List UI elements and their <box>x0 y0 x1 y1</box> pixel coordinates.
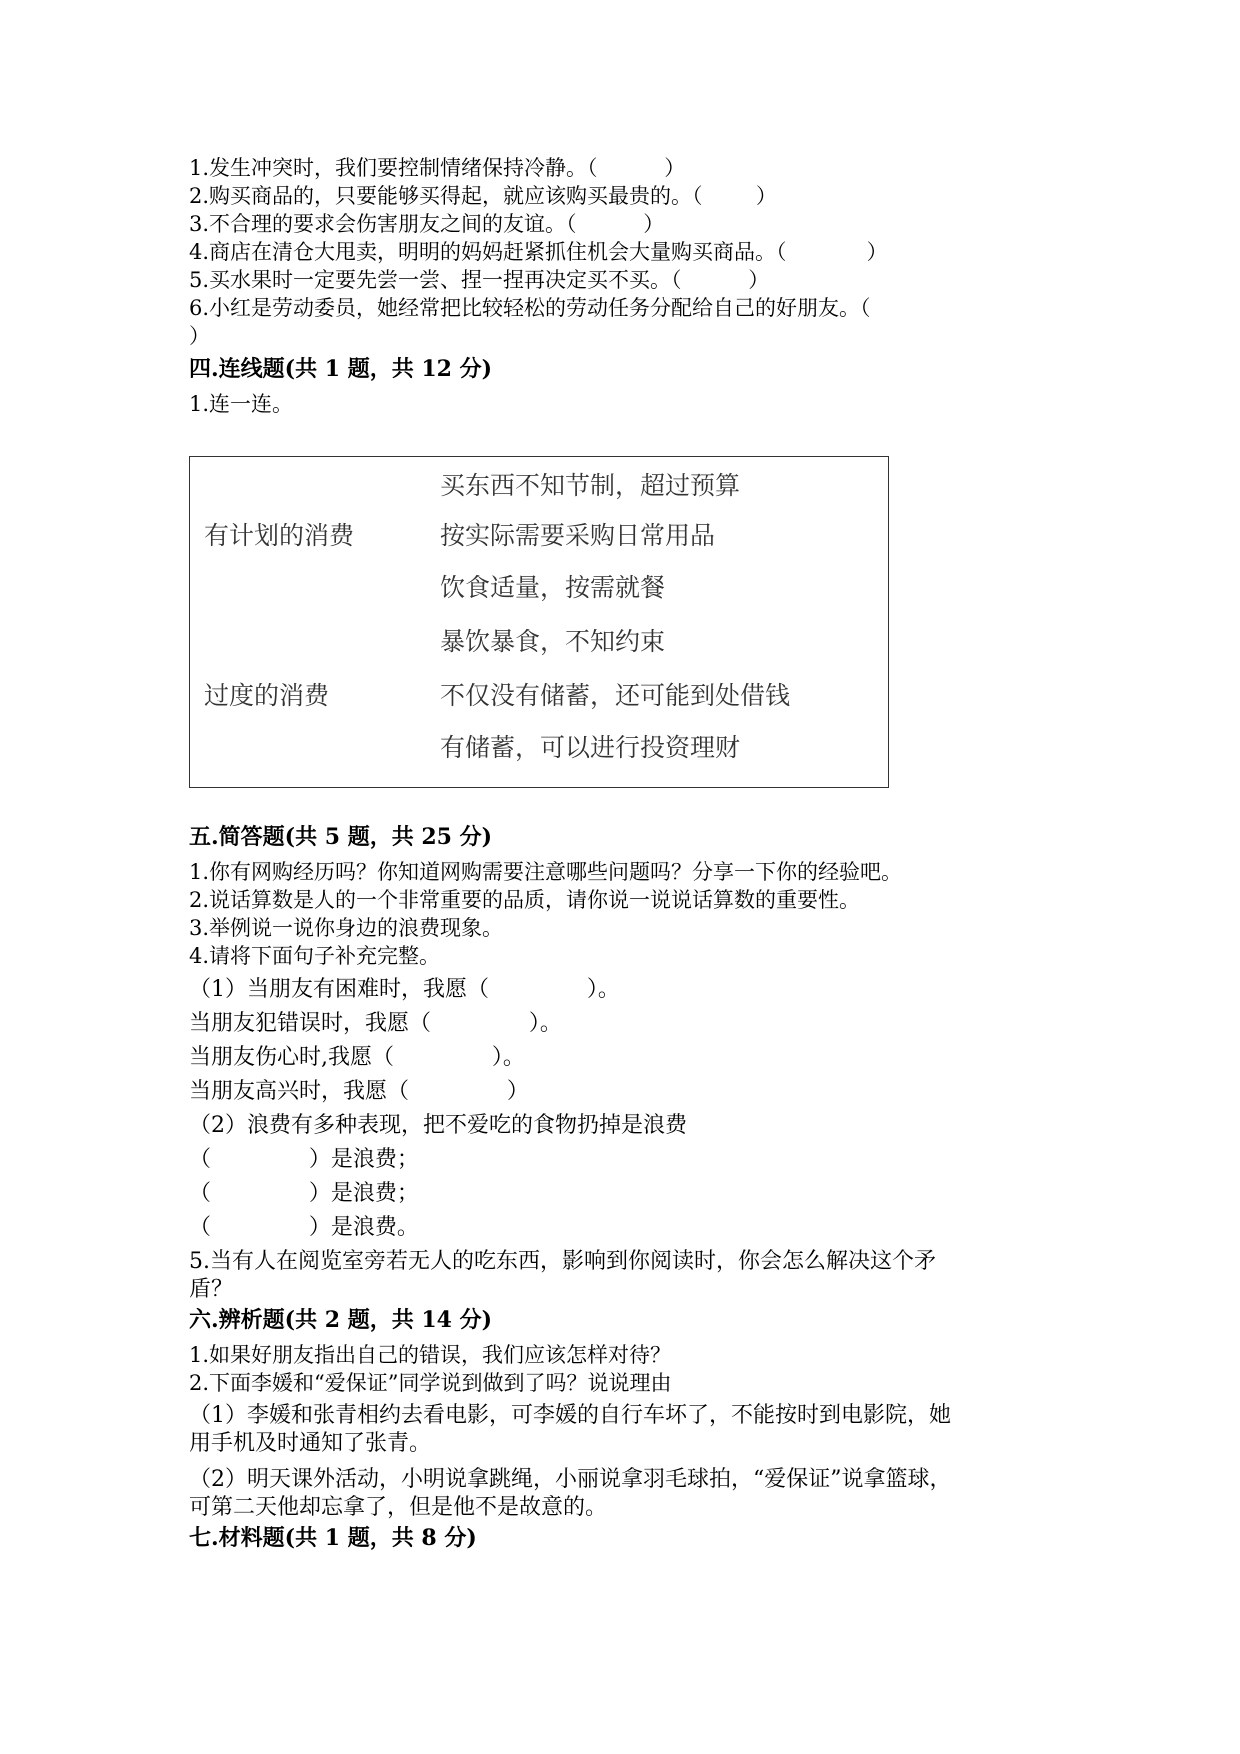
section-5-q5: 5.当有人在阅览室旁若无人的吃东西，影响到你阅读时，你会怎么解决这个矛 <box>189 1249 936 1274</box>
match-right-5: 不仅没有储蓄，还可能到处借钱 <box>440 681 791 710</box>
match-right-1: 买东西不知节制，超过预算 <box>440 471 741 500</box>
judgement-item-4: 4.商店在清仓大甩卖，明明的妈妈赶紧抓住机会大量购买商品。（ ） <box>189 240 888 264</box>
fill-line-5: （2）浪费有多种表现，把不爱吃的食物扔掉是浪费 <box>189 1113 687 1138</box>
fill-line-8: （ ）是浪费。 <box>189 1215 419 1240</box>
section-5-q2: 2.说话算数是人的一个非常重要的品质，请你说一说说话算数的重要性。 <box>189 888 861 912</box>
fill-line-1: （1）当朋友有困难时，我愿（ ）。 <box>189 977 620 1002</box>
section-5-heading: 五.简答题(共 5 题，共 25 分) <box>189 824 493 850</box>
match-left-2: 过度的消费 <box>204 681 330 710</box>
section-6-q1: 1.如果好朋友指出自己的错误，我们应该怎样对待？ <box>189 1343 672 1367</box>
match-right-3: 饮食适量，按需就餐 <box>440 573 666 602</box>
judgement-item-6-cont: ） <box>189 324 210 348</box>
section-7-heading: 七.材料题(共 1 题，共 8 分) <box>189 1525 477 1551</box>
section-6-sub2: （2）明天课外活动，小明说拿跳绳，小丽说拿羽毛球拍，“爱保证”说拿篮球， <box>189 1467 952 1492</box>
section-4-heading: 四.连线题(共 1 题，共 12 分) <box>189 356 493 382</box>
judgement-item-3: 3.不合理的要求会伤害朋友之间的友谊。（ ） <box>189 212 665 236</box>
judgement-item-6: 6.小红是劳动委员，她经常把比较轻松的劳动任务分配给自己的好朋友。（ <box>189 296 871 320</box>
section-5-q5-cont: 盾？ <box>189 1277 234 1302</box>
match-left-1: 有计划的消费 <box>204 521 355 550</box>
section-6-q2: 2.下面李媛和“爱保证”同学说到做到了吗？说说理由 <box>189 1371 672 1395</box>
judgement-item-2: 2.购买商品的，只要能够买得起，就应该购买最贵的。（ ） <box>189 184 777 208</box>
section-5-q1: 1.你有网购经历吗？你知道网购需要注意哪些问题吗？分享一下你的经验吧。 <box>189 860 903 884</box>
judgement-item-5: 5.买水果时一定要先尝一尝、捏一捏再决定买不买。（ ） <box>189 268 770 292</box>
section-4-q1: 1.连一连。 <box>189 392 294 416</box>
match-right-2: 按实际需要采购日常用品 <box>440 521 716 550</box>
fill-line-4: 当朋友高兴时，我愿（ ） <box>189 1079 529 1104</box>
fill-line-7: （ ）是浪费； <box>189 1181 419 1206</box>
section-6-sub1-cont: 用手机及时通知了张青。 <box>189 1431 432 1456</box>
fill-line-2: 当朋友犯错误时，我愿（ ）。 <box>189 1011 562 1036</box>
section-5-q3: 3.举例说一说你身边的浪费现象。 <box>189 916 504 940</box>
fill-line-6: （ ）是浪费； <box>189 1147 419 1172</box>
matching-box <box>189 456 889 788</box>
section-5-q4: 4.请将下面句子补充完整。 <box>189 944 441 968</box>
match-right-6: 有储蓄，可以进行投资理财 <box>440 733 741 762</box>
match-right-4: 暴饮暴食，不知约束 <box>440 627 666 656</box>
fill-line-3: 当朋友伤心时,我愿（ ）。 <box>189 1045 525 1070</box>
judgement-item-1: 1.发生冲突时，我们要控制情绪保持冷静。（ ） <box>189 156 686 180</box>
section-6-sub2-cont: 可第二天他却忘拿了，但是他不是故意的。 <box>189 1495 608 1520</box>
section-6-sub1: （1）李媛和张青相约去看电影，可李媛的自行车坏了，不能按时到电影院，她 <box>189 1403 951 1428</box>
section-6-heading: 六.辨析题(共 2 题，共 14 分) <box>189 1307 493 1333</box>
